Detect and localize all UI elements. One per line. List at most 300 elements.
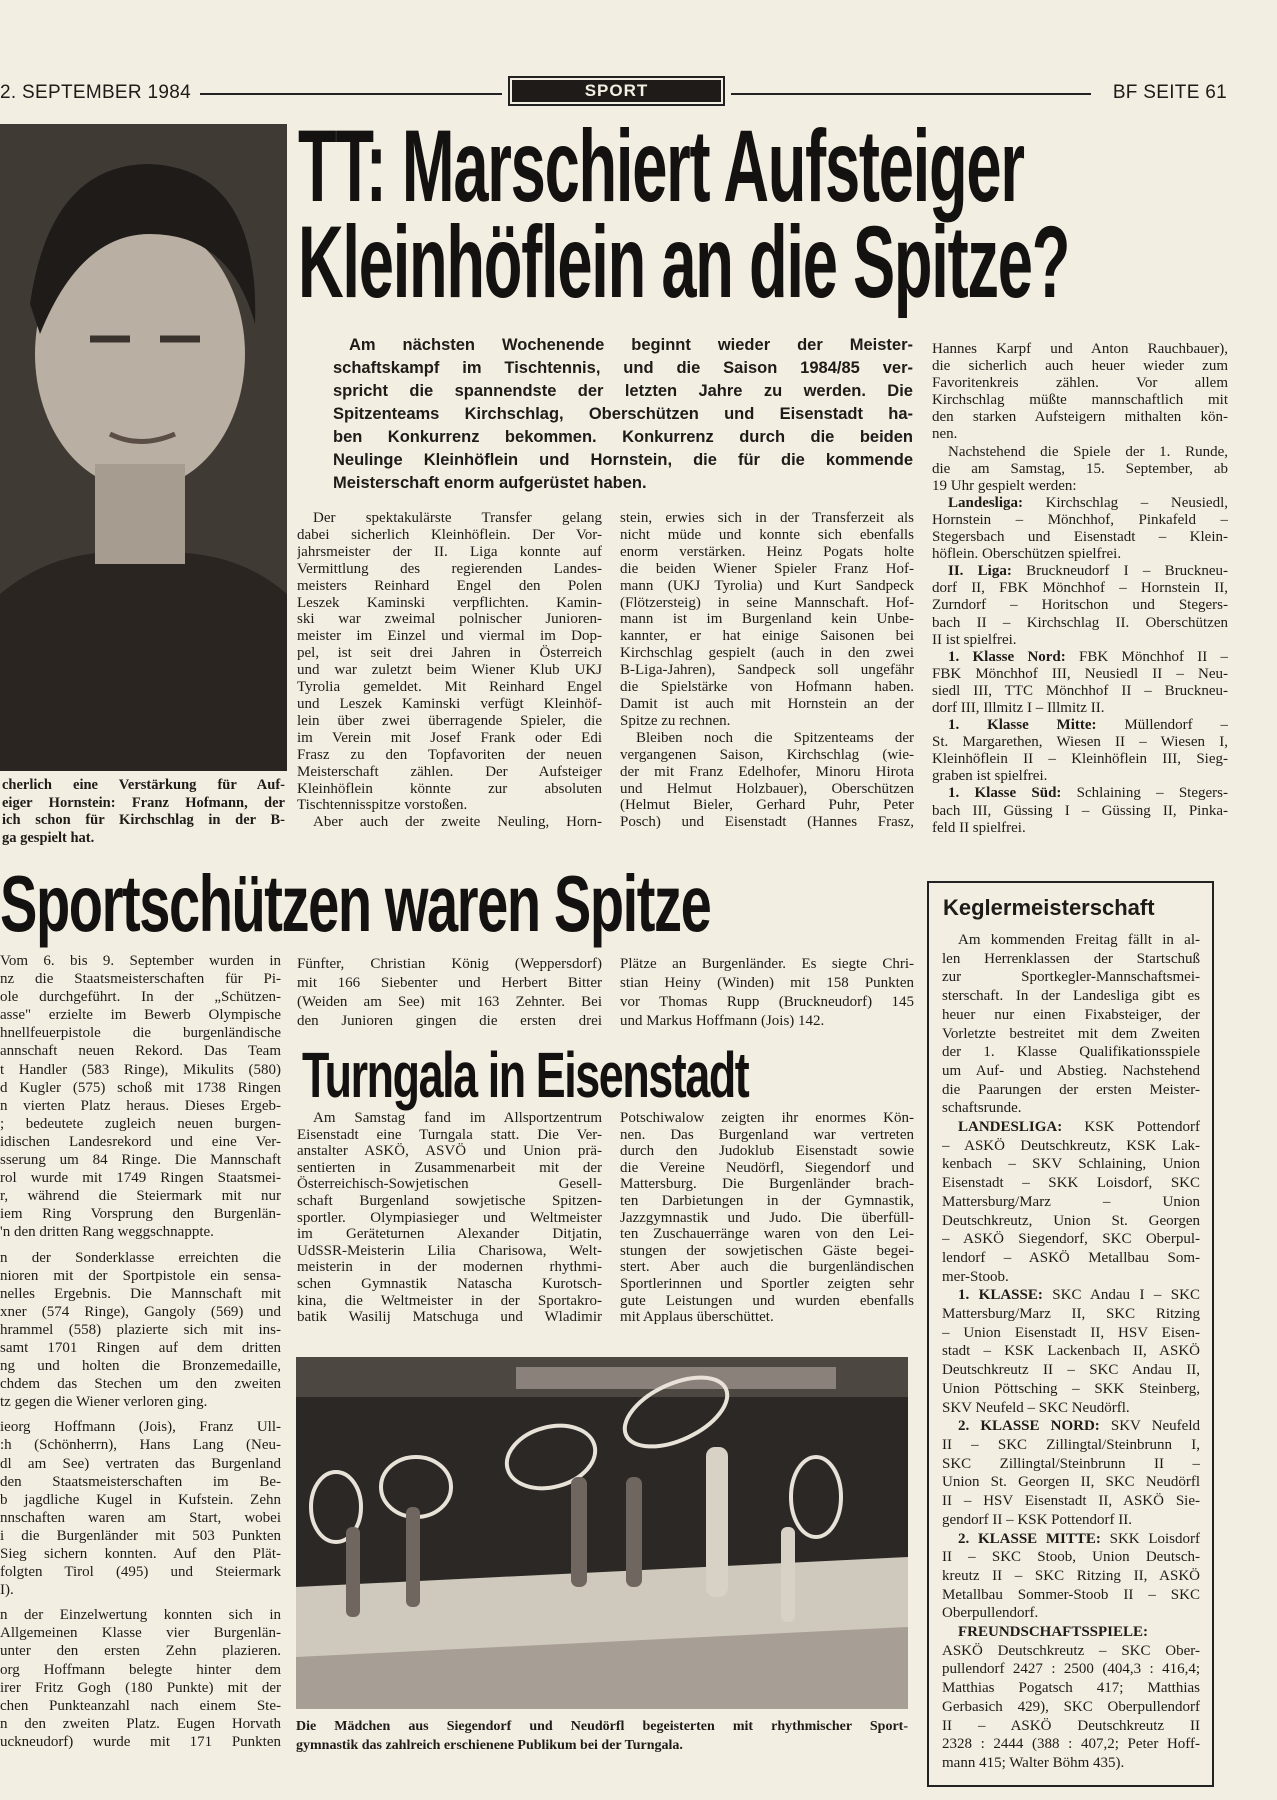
line-text: nen.	[932, 426, 958, 443]
paragraph	[297, 955, 602, 1031]
line-text: Vorletzte bestreitet mit dem Zweiten	[942, 1025, 1200, 1042]
line-text: SKV Neufeld – SKC Neudörfl.	[942, 1399, 1130, 1416]
section-label-box	[508, 76, 725, 106]
text-line	[932, 580, 1228, 597]
line-text: meisterin in der modernen rhythmi-	[297, 1259, 602, 1276]
text-line	[942, 1342, 1200, 1361]
line-text: der mit Franz Edelhofer, Minoru Hirota	[620, 763, 914, 780]
line-text: der 1. Klasse Qualifikationsspiele	[942, 1044, 1200, 1061]
paragraph-lead: 2. KLASSE MITTE:	[958, 1530, 1101, 1547]
text-line	[942, 1081, 1200, 1100]
tt-headline-line: Kleinhöflein an die Spitze?	[298, 205, 1070, 319]
line-text: iem Ring Vorsprung den Burgenlän-	[0, 1206, 281, 1223]
paragraph	[942, 1118, 1200, 1286]
text-line	[932, 358, 1228, 375]
text-line	[932, 375, 1228, 392]
line-text: SKK Loisdorf	[1100, 1530, 1200, 1547]
line-text: SKC Zillingtal/Steinbrunn II –	[942, 1455, 1200, 1472]
line-text: II ist spielfrei.	[932, 631, 1017, 648]
line-text: Oberpullendorf.	[942, 1605, 1039, 1622]
line-text: cherlich eine Verstärkung für Auf-	[2, 777, 285, 793]
text-line	[932, 341, 1228, 358]
line-text: und Leszek Kaminski verfügt Kleinhöf-	[297, 695, 602, 712]
line-text: r, während die Steiermark mit nur	[0, 1188, 281, 1205]
text-line	[942, 1717, 1200, 1736]
text-line	[0, 1303, 281, 1321]
line-text: SKC Andau I – SKC	[1042, 1287, 1200, 1304]
line-text: Fünfter, Christian König (Weppersdorf)	[297, 956, 602, 972]
text-line	[297, 595, 602, 612]
schuetzen-column-1	[0, 952, 281, 1751]
text-line	[297, 1276, 602, 1293]
line-text: Posch) und Eisenstadt (Hannes Frasz,	[620, 814, 914, 831]
text-line	[297, 781, 602, 798]
line-text: Sportlerinnen und Sportler zeigten sehr	[620, 1275, 914, 1292]
text-line	[296, 1736, 908, 1755]
text-line	[0, 1393, 281, 1411]
paragraph	[620, 510, 914, 730]
line-text: B-Liga-Jahren), Sandpeck soll ungefähr	[620, 662, 914, 679]
line-text: Spitze zu rechnen.	[620, 712, 731, 729]
text-line	[333, 472, 913, 495]
text-line	[942, 1548, 1200, 1567]
line-text: Allgemeinen Klasse vier Burgenlän-	[0, 1625, 281, 1642]
text-line	[0, 1624, 281, 1642]
line-text: St. Margarethen, Wiesen II – Wiesen I,	[932, 734, 1228, 751]
line-text: um Auf- und Abstieg. Nachstehend	[942, 1062, 1200, 1079]
paragraph	[932, 495, 1228, 563]
paragraph	[0, 1249, 281, 1412]
paragraph	[932, 563, 1228, 648]
line-text: ASKÖ Deutschkreutz – SKC Ober-	[942, 1642, 1200, 1659]
text-line	[942, 1623, 1200, 1642]
line-text: Am nächsten Wochenende beginnt wieder der Meister-	[349, 336, 913, 354]
text-line	[0, 1509, 281, 1527]
text-line	[932, 409, 1228, 426]
line-text: stert. Aber auch die burgenländischen	[620, 1259, 914, 1276]
tt-headline	[298, 109, 1070, 319]
text-line	[0, 1606, 281, 1624]
line-text: Am kommenden Freitag fällt in al-	[958, 932, 1200, 948]
text-line	[297, 713, 602, 730]
line-text: die beiden Wiener Spieler Franz Hof-	[620, 560, 914, 577]
text-line	[932, 683, 1228, 700]
paragraph	[620, 955, 914, 1031]
line-text: SKV Neufeld	[1099, 1418, 1200, 1435]
line-text: Favoritenkreis zählen. Vor allem	[932, 375, 1228, 392]
line-text: dl am See) vertraten das Burgenland	[0, 1455, 281, 1472]
line-text: Bruckneudorf I – Bruckneu-	[1011, 563, 1228, 580]
line-text: – ASKÖ Deutschkreutz, KSK Lak-	[942, 1137, 1200, 1154]
line-text: mit 166 Siebenter und Herbert Bitter	[297, 975, 602, 991]
line-text: heuer nur einen Fixabsteiger, der	[942, 1006, 1200, 1023]
turngala-headline: Turngala in Eisenstadt	[302, 1039, 749, 1111]
text-line	[0, 1024, 281, 1042]
line-text: vergangenen Saison, Kirchschlag (wie-	[620, 746, 914, 763]
text-line	[620, 713, 914, 730]
text-line	[942, 1473, 1200, 1492]
text-line	[942, 1006, 1200, 1025]
line-text: rol wurde mit 1749 Ringen Staatsmei-	[0, 1170, 281, 1187]
kegler-title: Keglermeisterschaft	[943, 895, 1155, 920]
turngala-caption	[296, 1717, 908, 1755]
line-text: Kleinhöflein II – Kleinhöflein III, Sieg-	[932, 751, 1228, 768]
text-line	[942, 1380, 1200, 1399]
text-line	[620, 764, 914, 781]
line-text: eiger Hornstein: Franz Hofmann, der	[2, 794, 285, 811]
line-text: b jagdliche Kugel in Kufstein. Zehn	[0, 1491, 281, 1508]
text-line	[932, 444, 1228, 461]
text-line	[297, 611, 602, 628]
line-text: chen Punkteanzahl nach einem Ste-	[0, 1697, 281, 1714]
line-text: Eisenstadt eine Turngala statt. Die Ver-	[297, 1126, 602, 1143]
line-text: chdem das Stechen um den zweiten	[0, 1376, 281, 1393]
text-line	[620, 955, 914, 974]
text-line	[297, 1293, 602, 1310]
text-line	[942, 1324, 1200, 1343]
gymnastics-image	[296, 1357, 908, 1709]
line-text: die sicherlich auch heuer wieder zum	[932, 358, 1228, 375]
line-text: Müllendorf –	[1096, 717, 1228, 734]
line-text: dabei sicherlich Kleinhöflein. Der Vor-	[297, 526, 602, 543]
line-text: Der spektakulärste Transfer gelang	[313, 510, 602, 526]
section-label: SPORT	[512, 80, 721, 102]
text-line	[297, 955, 602, 974]
line-text: I).	[0, 1582, 14, 1599]
issue-date: 2. SEPTEMBER 1984	[0, 82, 191, 103]
line-text: len Herrenklassen der Startschuß	[942, 950, 1200, 967]
line-text: :h (Schönherrn), Hans Lang (Neu-	[0, 1437, 281, 1454]
line-text: feld II spielfrei.	[932, 819, 1026, 836]
text-line	[620, 645, 914, 662]
text-line	[942, 1417, 1200, 1436]
paragraph	[942, 1286, 1200, 1417]
text-line	[2, 812, 285, 830]
text-line	[942, 1230, 1200, 1249]
text-line	[932, 803, 1228, 820]
text-line	[0, 1223, 281, 1241]
line-text: Vermittlung des regierenden Landes-	[297, 560, 602, 577]
text-line	[942, 1754, 1200, 1773]
line-text: folgten Tirol (495) und Steiermark	[0, 1564, 281, 1581]
line-text: Union Pöttsching – SKK Steinberg,	[942, 1380, 1200, 1397]
text-line	[620, 1276, 914, 1293]
text-line	[620, 1143, 914, 1160]
line-text: graben ist spielfrei.	[932, 768, 1048, 785]
line-text: sserung um 84 Ringe. Die Mannschaft	[0, 1152, 281, 1169]
line-text: Meisterschaft zählen. Der Aufsteiger	[297, 763, 602, 780]
line-text: nz die Staatsmeisterschaften für Pi-	[0, 971, 281, 988]
text-line	[333, 426, 913, 449]
text-line	[942, 968, 1200, 987]
text-line	[932, 717, 1228, 734]
line-text: KSK Pottendorf	[1062, 1119, 1200, 1136]
text-line	[0, 1642, 281, 1660]
text-line	[297, 1259, 602, 1276]
line-text: gute Leistungen und wurden ebenfalls	[620, 1292, 914, 1309]
line-text: – ASKÖ Siegendorf, SKC Oberpul-	[942, 1231, 1200, 1248]
line-text: tz gegen die Wiener verloren ging.	[0, 1394, 208, 1411]
text-line	[0, 1455, 281, 1473]
text-line	[0, 1375, 281, 1393]
kegler-box	[927, 881, 1214, 1787]
line-text: ng und holten die Bronzemedaille,	[0, 1358, 281, 1375]
text-line	[932, 495, 1228, 512]
text-line	[297, 1210, 602, 1227]
text-line	[0, 1491, 281, 1509]
line-text: n der Sonderklasse erreichten die	[0, 1249, 281, 1266]
line-text: Bleiben noch die Spitzenteams der	[636, 729, 914, 746]
line-text: kenbach – SKV Schlaining, Union	[942, 1156, 1200, 1173]
text-line	[942, 1193, 1200, 1212]
text-line	[0, 1169, 281, 1187]
text-line	[620, 1243, 914, 1260]
paragraph	[2, 777, 285, 847]
text-line	[0, 1581, 281, 1599]
line-text: Kirchschlag gespielt (auch in den zwei	[620, 645, 914, 662]
text-line	[0, 1151, 281, 1169]
line-text: nioren mit der Sportpistole ein sensa-	[0, 1267, 281, 1284]
text-line	[620, 730, 914, 747]
line-text: nnschaften waren am Start, wobei	[0, 1509, 281, 1526]
text-line	[297, 993, 602, 1012]
text-line	[620, 1176, 914, 1193]
line-text: asse" erzielte im Bewerb Olympische	[0, 1007, 281, 1024]
text-line	[942, 931, 1200, 950]
paragraph	[942, 1530, 1200, 1624]
text-line	[297, 679, 602, 696]
text-line	[942, 1642, 1200, 1661]
text-line	[942, 1679, 1200, 1698]
line-text: d Kugler (575) schoß mit 1738 Ringen	[0, 1079, 281, 1096]
line-text: II – SKC Stoob, Union Deutsch-	[942, 1549, 1200, 1566]
text-line	[620, 611, 914, 628]
text-line	[0, 1006, 281, 1024]
line-text: n vierten Platz heraus. Dieses Ergeb-	[0, 1097, 281, 1114]
line-text: schaftskampf im Tischtennis, und die Saison 1984/85 ver-	[333, 359, 913, 377]
line-text: Meisterschaft enorm aufgerüstet haben.	[333, 474, 647, 492]
text-line	[942, 1137, 1200, 1156]
line-text: 'n den dritten Rang weggschnappte.	[0, 1224, 214, 1241]
text-line	[297, 1143, 602, 1160]
line-text: enorm verstärken. Heinz Pogats holte	[620, 543, 914, 560]
line-text: Sieg sichern konnten. Auf den Plät-	[0, 1546, 281, 1562]
line-text: lendorf – ASKÖ Metallbau Som-	[942, 1249, 1200, 1266]
line-text: spricht die spannendste der letzten Jahre zu werden. Die	[333, 382, 913, 400]
line-text: unter den ersten Zehn plazieren.	[0, 1643, 281, 1660]
line-text: UdSSR-Meisterin Lilia Charisowa, Welt-	[297, 1242, 602, 1259]
text-line	[297, 1226, 602, 1243]
line-text: nicht müde und konnte sich ebenfalls	[620, 526, 914, 543]
line-text: (Weiden am See) mit 163 Zehnter. Bei	[297, 994, 602, 1010]
line-text: siedl III, TTC Mönchhof II – Bruckneu-	[932, 682, 1228, 699]
line-text: gymnastik das zahlreich erschienene Publikum bei der Turngala.	[296, 1738, 683, 1753]
line-text: Deutschkreutz, Union St. Georgen	[942, 1212, 1200, 1229]
line-text: Damit ist auch mit Hornstein an der	[620, 695, 914, 712]
line-text: idischen Landesrekord und eine Ver-	[0, 1133, 281, 1150]
text-line	[942, 1660, 1200, 1679]
text-line	[932, 529, 1228, 546]
text-line	[297, 645, 602, 662]
text-line	[620, 595, 914, 612]
paragraph	[620, 730, 914, 831]
text-line	[932, 597, 1228, 614]
line-text: mer-Stoob.	[942, 1268, 1009, 1285]
paragraph	[942, 1623, 1200, 1642]
schuetzen-column-2	[297, 955, 602, 1031]
text-line	[942, 987, 1200, 1006]
text-line	[333, 334, 913, 357]
text-line	[297, 797, 602, 814]
line-text: Mattersburg/Marz II, SKC Ritzing	[942, 1306, 1200, 1323]
line-text: Am Samstag fand im Allsportzentrum	[313, 1110, 602, 1126]
tt-column-3	[932, 341, 1228, 837]
line-text: Zurndorf – Horitschon und Stegers-	[932, 597, 1228, 614]
text-line	[620, 1012, 914, 1031]
text-line	[620, 561, 914, 578]
line-text: im Geräteturnen Alexander Ditjatin,	[297, 1226, 602, 1243]
text-line	[0, 1061, 281, 1079]
line-text: die Vereine Neudörfl, Siegendorf und	[620, 1159, 914, 1176]
text-line	[333, 357, 913, 380]
text-line	[2, 777, 285, 795]
line-text: meisters Reinhard Engel den Polen	[297, 577, 602, 594]
text-line	[942, 1286, 1200, 1305]
line-text: Vom 6. bis 9. September wurden in	[0, 953, 281, 969]
line-text: mit Applaus überschüttet.	[620, 1309, 774, 1326]
line-text: II – HSV Eisenstadt II, ASKÖ Sie-	[942, 1493, 1200, 1510]
line-text: bach II – Kirchschlag II. Oberschützen	[932, 614, 1228, 631]
line-text: Tischtennisspitze vorstoßen.	[297, 797, 468, 814]
text-line	[0, 1115, 281, 1133]
line-text: Die Mädchen aus Siegendorf und Neudörfl begeisterten mit rhythmischer Sport-	[296, 1719, 908, 1734]
turngala-column-1	[297, 1110, 602, 1326]
paragraph-lead: II. Liga:	[948, 563, 1012, 580]
line-text: annschaft neuen Rekord. Das Team	[0, 1043, 281, 1060]
text-line	[0, 952, 281, 970]
text-line	[0, 1187, 281, 1205]
line-text: gendorf II – KSK Pottendorf II.	[942, 1511, 1132, 1528]
text-line	[297, 578, 602, 595]
text-line	[0, 970, 281, 988]
line-text: pel, ist seit drei Jahren in Österreich	[297, 645, 602, 662]
line-text: Union St. Georgen II, SKC Neudörfl	[942, 1474, 1200, 1491]
text-line	[296, 1717, 908, 1736]
text-line	[932, 666, 1228, 683]
line-text: kannter, er hat einige Saisonen bei	[620, 628, 914, 645]
page-number: BF SEITE 61	[1112, 82, 1227, 103]
text-line	[942, 1268, 1200, 1287]
paragraph	[296, 1717, 908, 1755]
line-text: Hannes Karpf und Anton Rauchbauer),	[932, 341, 1228, 357]
text-line	[932, 632, 1228, 649]
line-text: Tyrolia gemeldet. Mit Reinhard Engel	[297, 679, 602, 696]
line-text: ten Zuschauerränge waren von den Lei-	[620, 1226, 914, 1243]
text-line	[297, 510, 602, 527]
text-line	[942, 1212, 1200, 1231]
text-line	[932, 820, 1228, 837]
line-text: Jazzgymnastik und Judo. Die überfüll-	[620, 1209, 914, 1226]
line-text: – Union Eisenstadt II, HSV Eisen-	[942, 1324, 1200, 1341]
paragraph-lead: 1. Klasse Mitte:	[948, 717, 1097, 734]
text-line	[0, 1473, 281, 1491]
text-line	[297, 1176, 602, 1193]
paragraph	[620, 1110, 914, 1326]
line-text: batik Wasilij Matschuga und Wladimir	[297, 1309, 602, 1326]
line-text: ben Konkurrenz bekommen. Konkurrenz durch die beiden	[333, 428, 913, 446]
line-text: Neulinge Kleinhöflein und Hornstein, die für die kommende	[333, 451, 913, 469]
text-line	[620, 747, 914, 764]
line-text: mann 415; Walter Böhm 435).	[942, 1754, 1125, 1771]
text-line	[942, 1530, 1200, 1549]
text-line	[297, 1127, 602, 1144]
text-line	[932, 563, 1228, 580]
line-text: und Helmut Holzbauer), Oberschützen	[620, 780, 914, 797]
line-text: ten Darbietungen in der Gymnastik,	[620, 1192, 914, 1209]
line-text: pullendorf 2427 : 2500 (404,3 : 416,4;	[942, 1661, 1200, 1678]
line-text: ski war zweimal polnischer Junioren-	[297, 611, 602, 628]
text-line	[0, 1042, 281, 1060]
text-line	[620, 1110, 914, 1127]
line-text: sentierten in Zusammenarbeit mit der	[297, 1159, 602, 1176]
text-line	[942, 1586, 1200, 1605]
line-text: Mattersburg. Die Burgenländer brach-	[620, 1176, 914, 1193]
tt-lead	[333, 334, 913, 495]
text-line	[297, 628, 602, 645]
text-line	[932, 392, 1228, 409]
text-line	[942, 1099, 1200, 1118]
text-line	[620, 781, 914, 798]
text-line	[620, 544, 914, 561]
line-text: dorf III, Illmitz I – Illmitz II.	[932, 699, 1105, 716]
text-line	[620, 527, 914, 544]
line-text: ga gespielt hat.	[2, 829, 95, 846]
turngala-photo	[296, 1357, 908, 1709]
line-text: den Staatsmeisterschaften im Be-	[0, 1473, 281, 1490]
text-line	[297, 561, 602, 578]
portrait-image	[0, 124, 287, 771]
line-text: Hornstein – Mönchhof, Pinkafeld –	[932, 511, 1228, 528]
line-text: meister im Einzel und viermal im Dop-	[297, 628, 602, 645]
line-text: und war zuletzt beim Wiener Klub UKJ	[297, 662, 602, 679]
line-text: sterschaft. In der Landesliga gibt es	[942, 988, 1200, 1005]
line-text: stungen der sowjetischen Gäste begei-	[620, 1242, 914, 1259]
text-line	[0, 1079, 281, 1097]
line-text: ieorg Hoffmann (Jois), Franz Ull-	[0, 1419, 281, 1436]
text-line	[0, 1097, 281, 1115]
line-text: n der Einzelwertung konnten sich in	[0, 1607, 281, 1624]
text-line	[942, 1455, 1200, 1474]
text-line	[297, 1110, 602, 1127]
text-line	[620, 510, 914, 527]
line-text: Leszek Kaminski verpflichten. Kamin-	[297, 594, 602, 611]
tt-column-2	[620, 510, 914, 831]
text-line	[0, 1339, 281, 1357]
schuetzen-headline: Sportschützen waren Spitze	[0, 859, 711, 948]
text-line	[297, 1160, 602, 1177]
line-text: (Flötzersteig) in seine Mannschaft. Hof-	[620, 594, 914, 611]
line-text: irer Fritz Gogh (180 Punkte) mit der	[0, 1679, 281, 1696]
line-text: vor Thomas Rupp (Bruckneudorf) 145	[620, 994, 914, 1010]
text-line	[942, 1043, 1200, 1062]
text-line	[0, 1733, 281, 1751]
tt-column-1	[297, 510, 602, 831]
text-line	[0, 1527, 281, 1545]
text-line	[297, 662, 602, 679]
line-text: FBK Mönchhof II –	[1065, 648, 1228, 665]
paragraph-lead: Landesliga:	[948, 494, 1024, 511]
line-text: die am Samstag, 15. September, ab	[932, 460, 1228, 477]
